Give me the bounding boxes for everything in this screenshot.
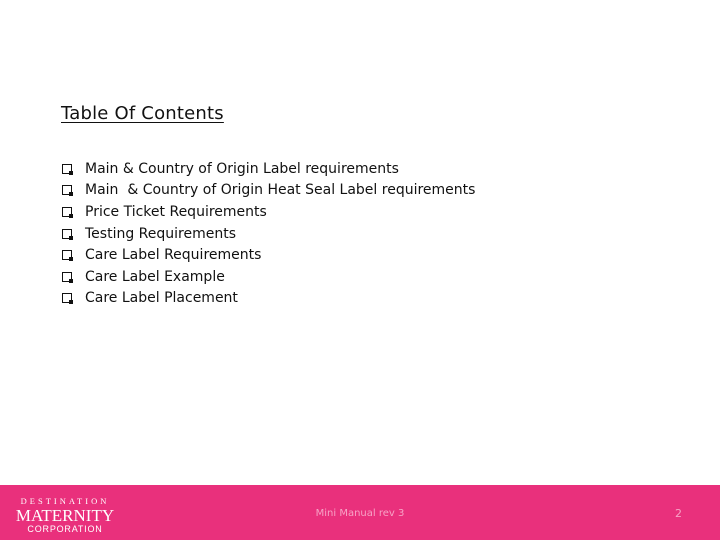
list-item (62, 201, 475, 223)
list-item (62, 158, 475, 180)
list-item (62, 244, 475, 266)
toc-list (62, 158, 475, 309)
checkbox-icon (62, 229, 72, 239)
list-item-label: Main & Country of Origin Heat Seal Label requirements (85, 182, 476, 199)
list-item-label: Care Label Placement (85, 290, 238, 307)
list-item-label: Care Label Example (85, 268, 225, 285)
page-title: Table Of Contents (61, 103, 224, 124)
list-item (62, 180, 475, 202)
logo-line-3: CORPORATION (27, 523, 103, 534)
logo-line-1: DESTINATION (20, 496, 110, 506)
list-item-label: Price Ticket Requirements (85, 203, 267, 220)
checkbox-icon (62, 250, 72, 260)
list-item-label: Testing Requirements (85, 225, 236, 242)
checkbox-icon (62, 293, 72, 303)
list-item (62, 266, 475, 288)
list-item-label: Care Label Requirements (85, 247, 262, 264)
checkbox-icon (62, 185, 72, 195)
page-number: 2 (675, 507, 682, 520)
footer-document-name: Mini Manual rev 3 (315, 508, 405, 519)
list-item-label: Main & Country of Origin Label requirements (85, 160, 399, 177)
checkbox-icon (62, 164, 72, 174)
logo-line-2: MATERNITY (15, 505, 115, 525)
checkbox-icon (62, 207, 72, 217)
checkbox-icon (62, 272, 72, 282)
company-logo (12, 497, 118, 534)
list-item (62, 288, 475, 310)
list-item (62, 223, 475, 245)
